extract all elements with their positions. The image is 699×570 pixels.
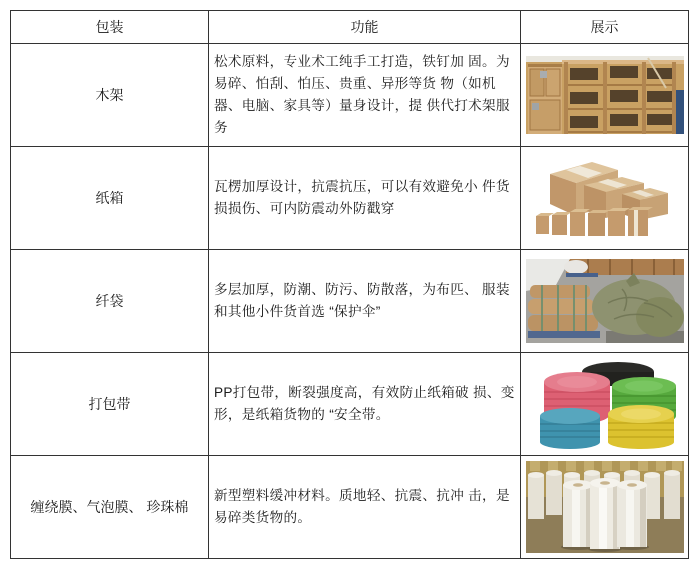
cardboard-boxes-photo (526, 152, 684, 244)
function-text: PP打包带，断裂强度高，有效防止纸箱破 损、变形，是纸箱货物的 “安全带。 (209, 353, 521, 456)
table-row-wooden-frame (11, 44, 689, 147)
fiber-bags-photo (526, 259, 684, 343)
package-name: 纸箱 (11, 147, 209, 250)
strapping-rolls-photo (526, 358, 684, 450)
wooden-crates-photo (526, 56, 684, 134)
header-function: 功能 (209, 11, 521, 44)
package-name: 缠绕膜、气泡膜、 珍珠棉 (11, 456, 209, 559)
table-row-wrap-film (11, 456, 689, 559)
photo-cell (521, 44, 689, 147)
function-text: 多层加厚，防潮、防污、防散落，为布匹、 服装和其他小件货首选 “保护伞” (209, 250, 521, 353)
function-text: 瓦楞加厚设计，抗震抗压，可以有效避免小 件货损损伤、可内防震动外防戳穿 (209, 147, 521, 250)
stretch-film-photo (526, 461, 684, 553)
package-name: 纤袋 (11, 250, 209, 353)
package-name: 木架 (11, 44, 209, 147)
function-text: 松术原料，专业术工纯手工打造，铁钉加 固。为易碎、怕刮、怕压、贵重、异形等货 物（如机器、电脑、家具等）量身设计，提 供代打术架服务 (209, 44, 521, 147)
package-name: 打包带 (11, 353, 209, 456)
header-display: 展示 (521, 11, 689, 44)
photo-cell (521, 250, 689, 353)
packaging-table (10, 10, 689, 559)
header-package: 包装 (11, 11, 209, 44)
table-row-carton (11, 147, 689, 250)
function-text: 新型塑料缓冲材料。质地轻、抗震、抗冲 击，是易碎类货物的。 (209, 456, 521, 559)
table-row-strapping (11, 353, 689, 456)
table-row-fiber-bag (11, 250, 689, 353)
photo-cell (521, 456, 689, 559)
photo-cell (521, 353, 689, 456)
header-row (11, 11, 689, 44)
photo-cell (521, 147, 689, 250)
